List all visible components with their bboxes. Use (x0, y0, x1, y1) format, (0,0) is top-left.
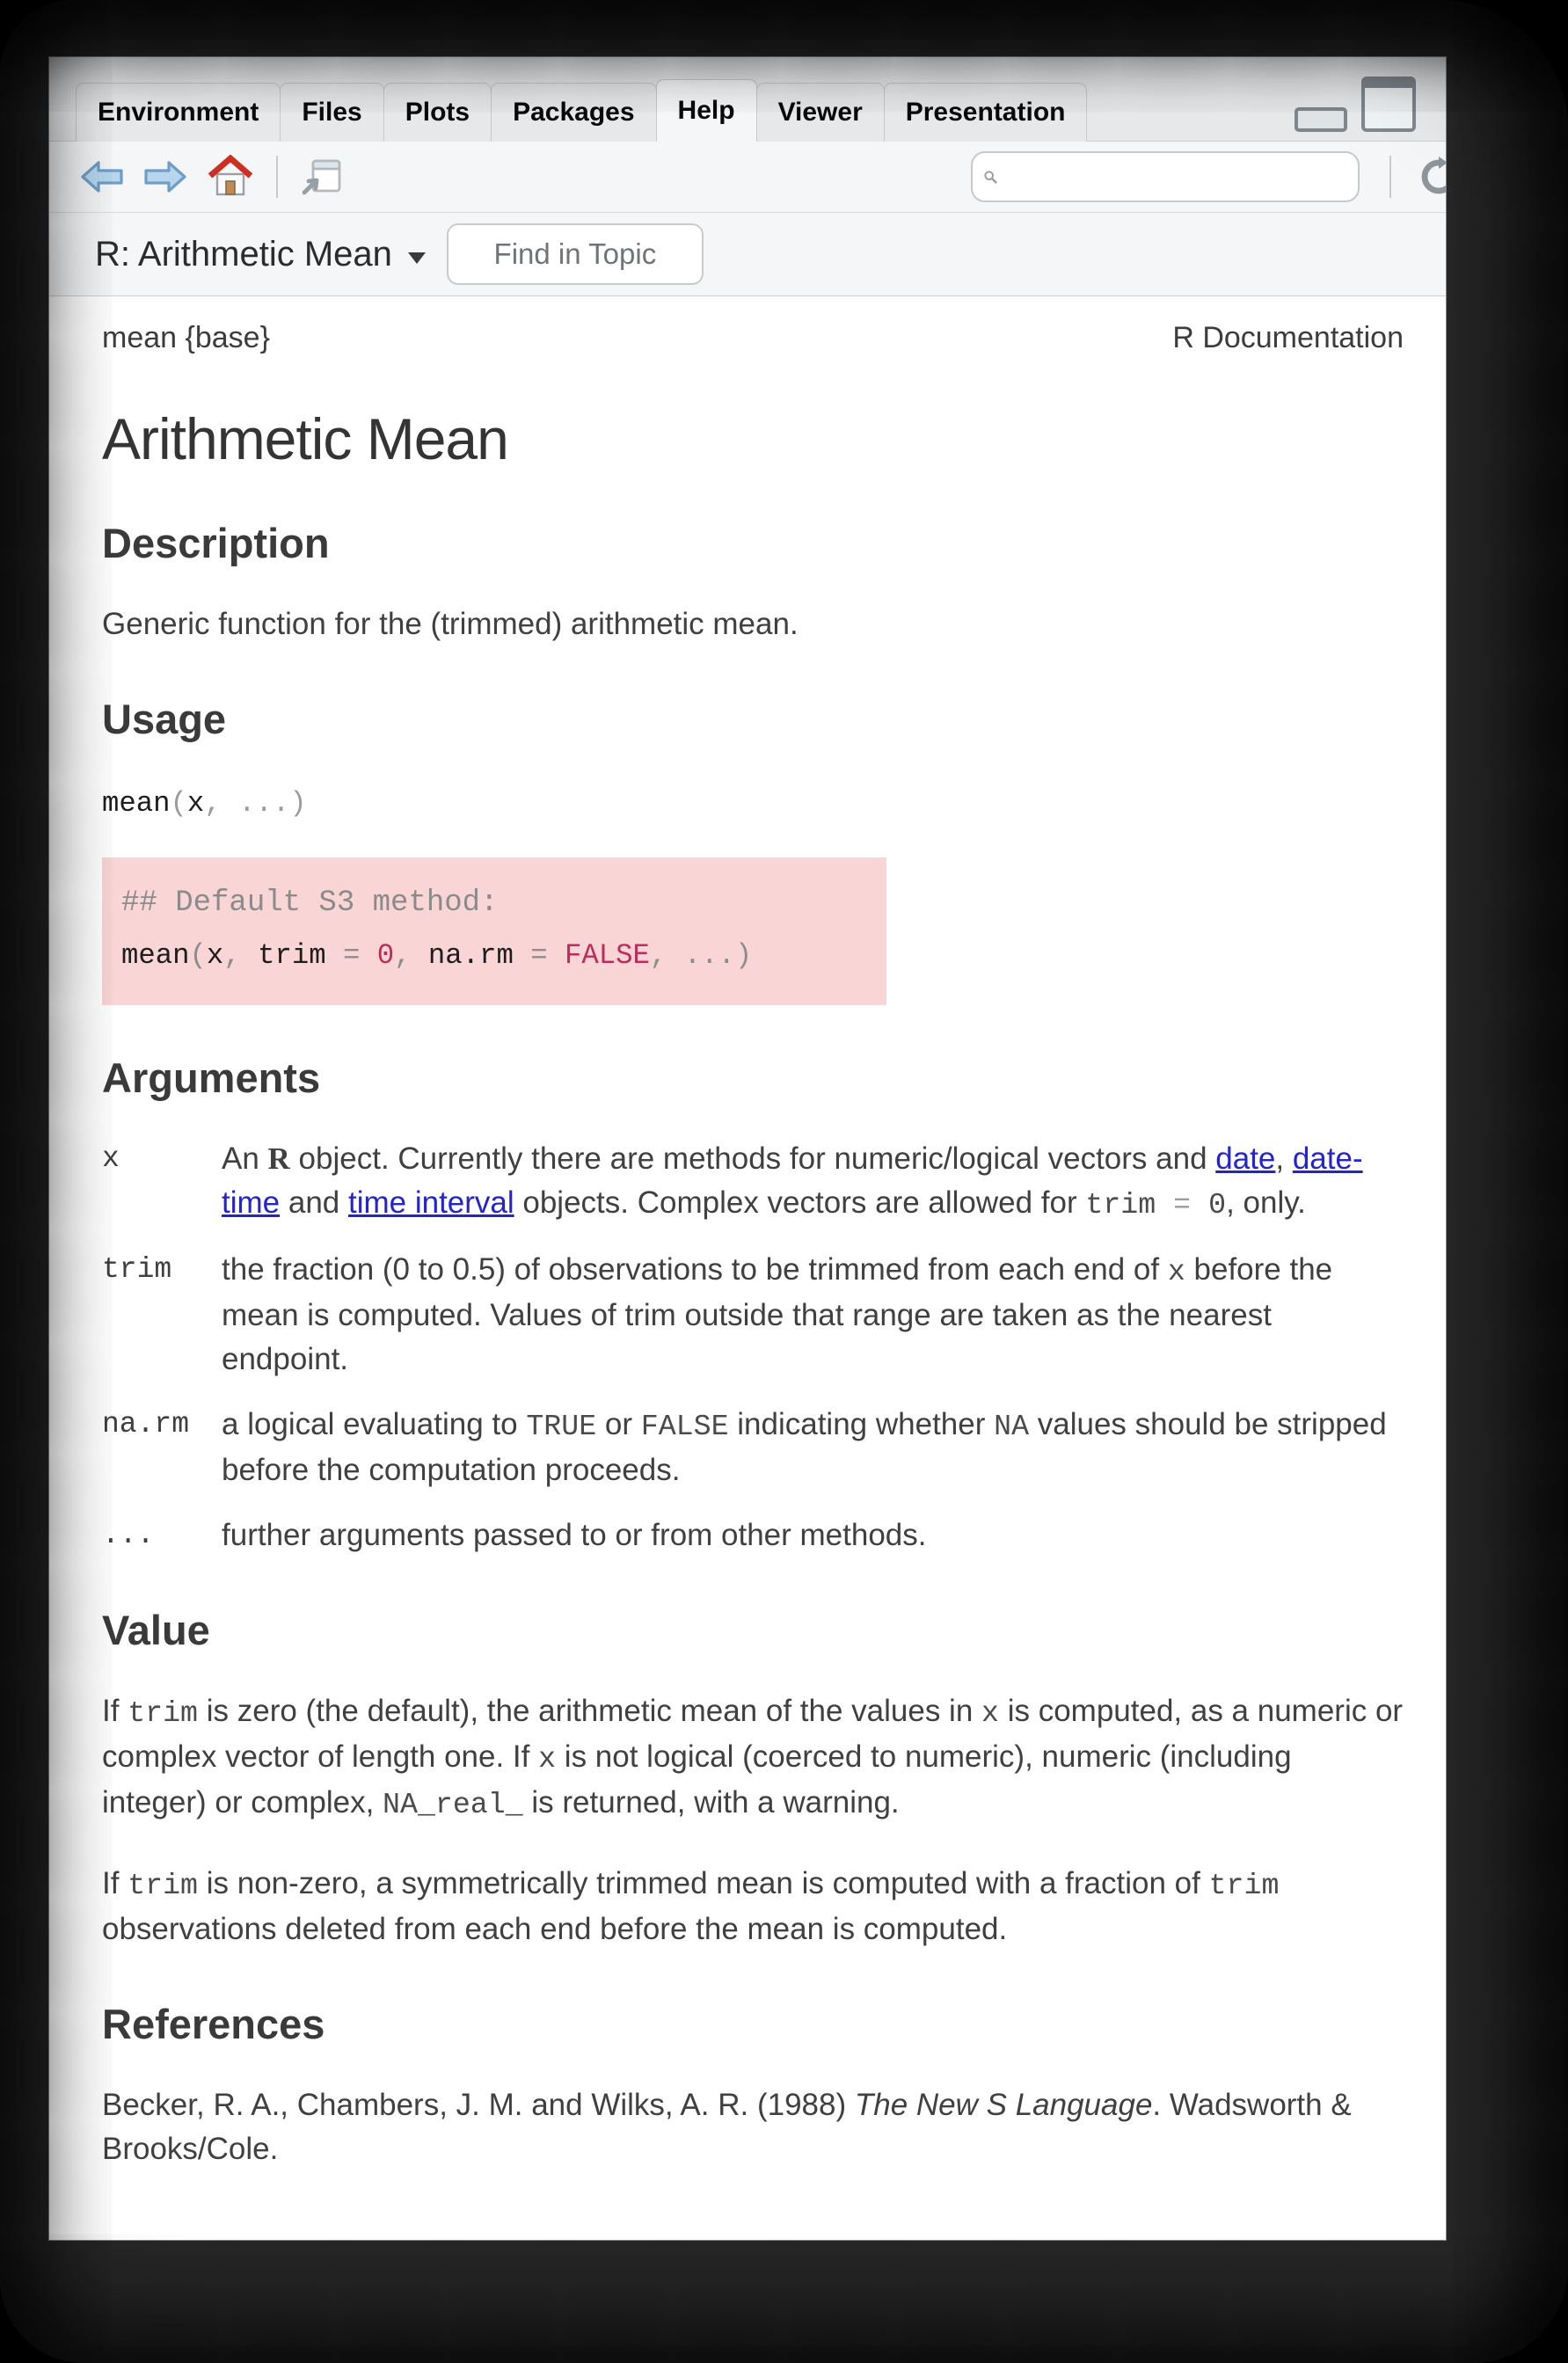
rstudio-help-pane (48, 56, 1447, 2241)
description-heading: Description (102, 520, 330, 566)
doc-meta-row (102, 316, 1404, 360)
usage-heading: Usage (102, 696, 227, 742)
forward-arrow-icon[interactable] (142, 157, 188, 196)
tab-packages[interactable]: Packages (491, 83, 656, 142)
reference-citation: Becker, R. A., Chambers, J. M. and Wilks, A. R. (1988) The New S Language. Wadsworth & Brooks/Cole. (102, 2088, 1352, 2166)
tab-viewer[interactable]: Viewer (756, 83, 885, 142)
find-in-topic-input[interactable] (447, 223, 704, 285)
tab-help[interactable]: Help (656, 79, 757, 142)
home-icon[interactable] (206, 155, 255, 199)
value-heading: Value (102, 1607, 210, 1653)
search-icon (983, 163, 997, 191)
usage-highlight-block (102, 857, 886, 1005)
value-paragraph-2: If trim is non-zero, a symmetrically trimmed mean is computed with a fraction of trim observations deleted from each end before the mean is computed. (102, 1866, 1280, 1946)
toolbar-separator-2 (1389, 156, 1391, 198)
help-toolbar (49, 142, 1446, 213)
tab-presentation[interactable]: Presentation (884, 83, 1088, 142)
tab-plots[interactable]: Plots (383, 83, 492, 142)
argument-term: ... (102, 1519, 155, 1551)
open-in-new-window-icon[interactable] (299, 157, 343, 196)
page-title: Arithmetic Mean (102, 406, 508, 471)
refresh-icon[interactable] (1418, 156, 1447, 198)
tab-files[interactable]: Files (280, 83, 383, 142)
toolbar-separator (276, 156, 278, 198)
usage-default-method-code: mean(x, trim = 0, na.rm = FALSE, ...) (121, 939, 753, 972)
help-topic-bar (49, 213, 1446, 296)
argument-term: trim (102, 1253, 172, 1286)
topic-title[interactable]: R: Arithmetic Mean (95, 234, 392, 273)
search-input[interactable] (1004, 161, 1347, 193)
doc-package-label: mean {base} (102, 321, 270, 354)
doc-link[interactable]: date-time (222, 1141, 1363, 1220)
tab-environment[interactable]: Environment (76, 83, 281, 142)
description-text: Generic function for the (trimmed) arithmetic mean. (102, 607, 799, 641)
argument-desc: the fraction (0 to 0.5) of observations to be trimmed from each end of x before the mean is computed. Values of trim outside that range are taken as the nearest endpoint. (222, 1252, 1333, 1376)
arguments-table (102, 1137, 1404, 1557)
help-document (49, 316, 1446, 2171)
back-arrow-icon[interactable] (79, 157, 125, 196)
argument-desc: An R object. Currently there are methods for numeric/logical vectors and date, date-time and time interval objects. Complex vectors are allowed for trim = 0, only. (222, 1141, 1363, 1222)
help-search-box[interactable] (971, 151, 1360, 202)
chevron-down-icon[interactable] (408, 252, 426, 264)
argument-desc: a logical evaluating to TRUE or FALSE indicating whether NA values should be stripped before the computation proceeds. (222, 1407, 1387, 1487)
arguments-heading: Arguments (102, 1054, 321, 1101)
doc-source-label: R Documentation (1172, 321, 1404, 354)
argument-desc: further arguments passed to or from other methods. (222, 1518, 927, 1552)
minimize-icon[interactable] (1295, 107, 1347, 132)
argument-term: na.rm (102, 1408, 190, 1440)
pane-tab-bar (49, 57, 1446, 142)
usage-comment: ## Default S3 method: (121, 886, 499, 920)
doc-link[interactable]: date (1215, 1141, 1276, 1176)
doc-link[interactable]: time interval (347, 1185, 514, 1220)
pane-window-buttons (1295, 77, 1416, 132)
maximize-icon[interactable] (1361, 77, 1416, 132)
references-heading: References (102, 2001, 325, 2047)
argument-term: x (102, 1142, 120, 1175)
usage-code: mean(x, ...) (102, 787, 307, 820)
value-paragraph-1: If trim is zero (the default), the arithmetic mean of the values in x is computed, as a numeric or complex vector of length one. If x is not logical (coerced to numeric), numeric (including integer) or complex, NA_real_ is returned, with a warning. (102, 1694, 1404, 1821)
